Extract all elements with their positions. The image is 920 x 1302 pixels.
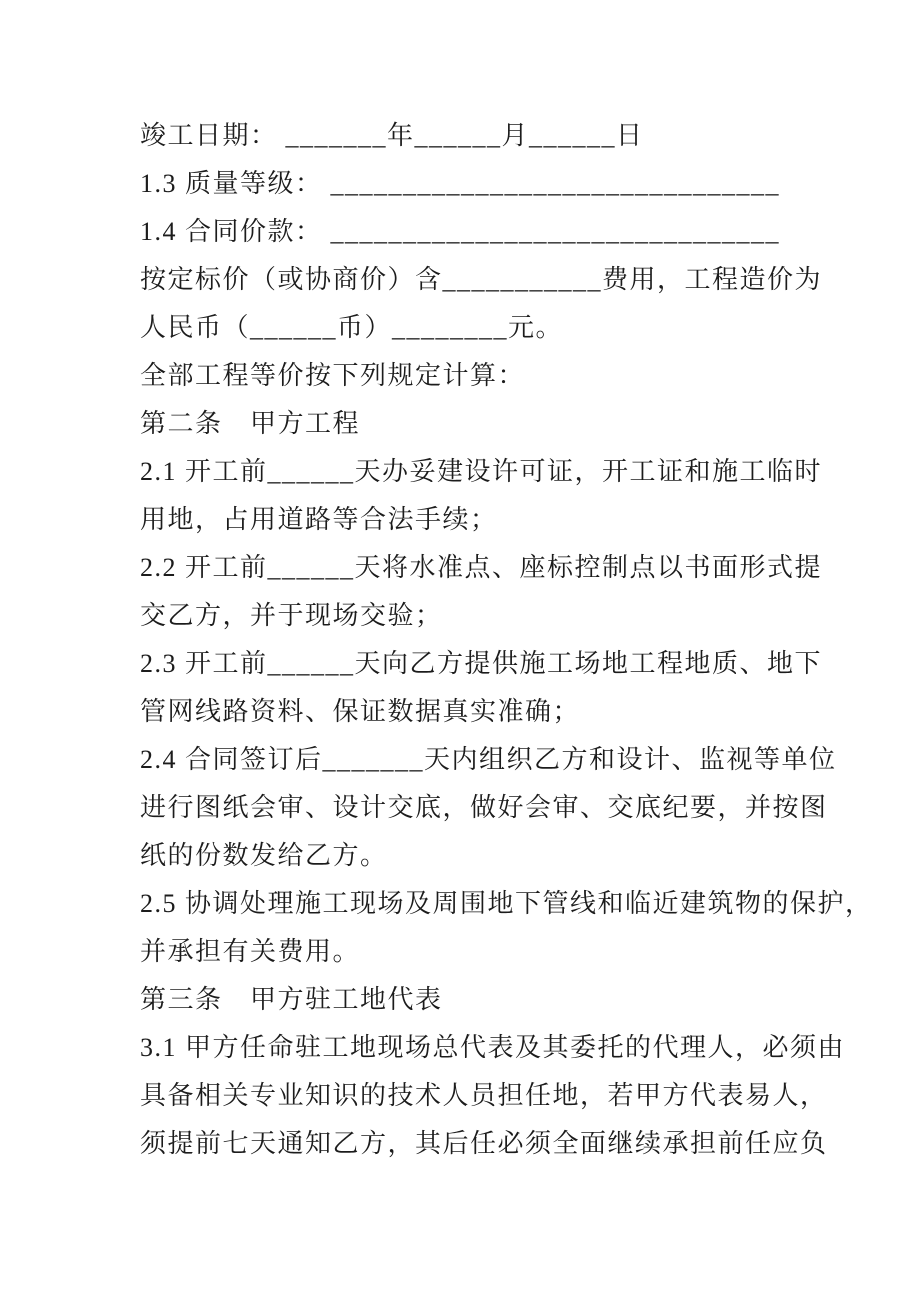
- document-line: 2.4 合同签订后_______天内组织乙方和设计、监视等单位: [140, 745, 837, 774]
- document-line: 用地，占用道路等合法手续；: [140, 505, 498, 534]
- document-line: 竣工日期： _______年______月______日: [140, 121, 644, 150]
- document-line: 人民币（______币）________元。: [140, 313, 564, 342]
- document-line: 第三条 甲方驻工地代表: [140, 985, 443, 1014]
- document-line: 1.3 质量等级： _______________________________: [140, 169, 781, 198]
- document-line: 3.1 甲方任命驻工地现场总代表及其委托的代理人，必须由: [140, 1033, 846, 1062]
- document-line: 2.3 开工前______天向乙方提供施工场地工程地质、地下: [140, 649, 823, 678]
- document-line: 管网线路资料、保证数据真实准确；: [140, 697, 581, 726]
- document-body: [140, 112, 873, 1168]
- document-line: 按定标价（或协商价）含___________费用，工程造价为: [140, 265, 823, 294]
- document-line: 并承担有关费用。: [140, 937, 361, 966]
- document-line: 第二条 甲方工程: [140, 409, 361, 438]
- document-line: 全部工程等价按下列规定计算：: [140, 361, 526, 390]
- document-line: 纸的份数发给乙方。: [140, 841, 388, 870]
- document-line: 2.5 协调处理施工现场及周围地下管线和临近建筑物的保护，: [140, 889, 873, 918]
- document-line: 2.2 开工前______天将水准点、座标控制点以书面形式提: [140, 553, 823, 582]
- document-line: 1.4 合同价款： _______________________________: [140, 217, 781, 246]
- document-line: 进行图纸会审、设计交底，做好会审、交底纪要，并按图: [140, 793, 828, 822]
- document-line: 交乙方，并于现场交验；: [140, 601, 443, 630]
- document-line: 2.1 开工前______天办妥建设许可证，开工证和施工临时: [140, 457, 823, 486]
- document-line: 具备相关专业知识的技术人员担任地，若甲方代表易人，: [140, 1081, 828, 1110]
- document-line: 须提前七天通知乙方，其后任必须全面继续承担前任应负: [140, 1129, 828, 1158]
